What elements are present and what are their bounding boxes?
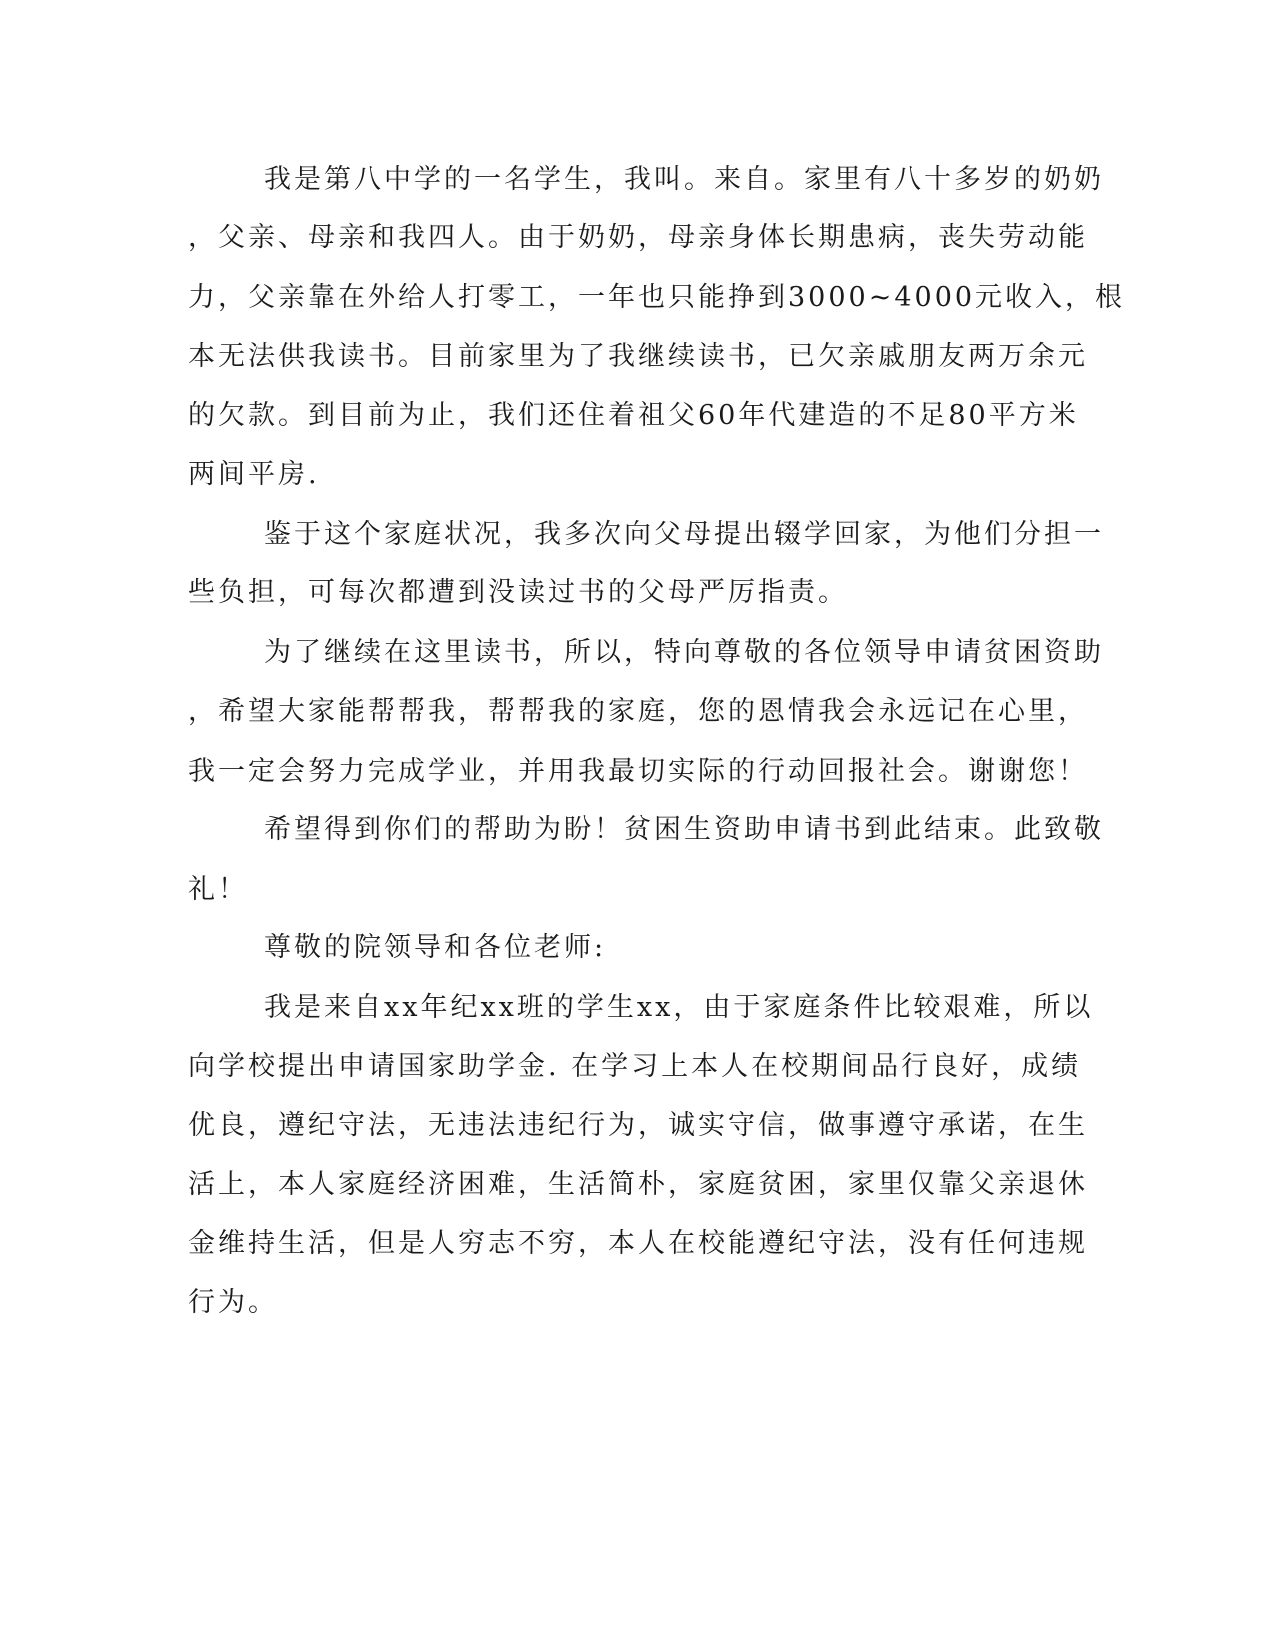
text-line: 我一定会努力完成学业，并用我最切实际的行动回报社会。谢谢您！ bbox=[188, 756, 1088, 787]
text-line: 些负担，可每次都遭到没读过书的父母严厉指责。 bbox=[188, 577, 848, 608]
text-line: 本无法供我读书。目前家里为了我继续读书，已欠亲戚朋友两万余元 bbox=[188, 341, 1088, 372]
text-line: 尊敬的院领导和各位老师: bbox=[264, 932, 607, 963]
text-line: 我是第八中学的一名学生，我叫。来自。家里有八十多岁的奶奶 bbox=[264, 164, 1104, 195]
text-line: 金维持生活，但是人穷志不穷，本人在校能遵纪守法，没有任何违规 bbox=[188, 1228, 1088, 1259]
text-line: 鉴于这个家庭状况，我多次向父母提出辍学回家，为他们分担一 bbox=[264, 519, 1104, 550]
text-line: 行为。 bbox=[188, 1287, 278, 1318]
text-line: 礼！ bbox=[188, 874, 248, 905]
text-line: 希望得到你们的帮助为盼！贫困生资助申请书到此结束。此致敬 bbox=[264, 814, 1104, 845]
text-line: 为了继续在这里读书，所以，特向尊敬的各位领导申请贫困资助 bbox=[264, 637, 1104, 668]
text-line: ，父亲、母亲和我四人。由于奶奶，母亲身体长期患病，丧失劳动能 bbox=[188, 222, 1088, 253]
text-line: 的欠款。到目前为止，我们还住着祖父60年代建造的不足80平方米 bbox=[188, 400, 1079, 431]
text-line: 我是来自xx年纪xx班的学生xx，由于家庭条件比较艰难，所以 bbox=[264, 992, 1094, 1023]
text-line: 力，父亲靠在外给人打零工，一年也只能挣到3000~4000元收入，根 bbox=[188, 282, 1126, 313]
text-line: 优良，遵纪守法，无违法违纪行为，诚实守信，做事遵守承诺，在生 bbox=[188, 1110, 1088, 1141]
text-line: ，希望大家能帮帮我，帮帮我的家庭，您的恩情我会永远记在心里， bbox=[188, 696, 1088, 727]
text-line: 两间平房. bbox=[188, 459, 320, 490]
text-line: 向学校提出申请国家助学金. 在学习上本人在校期间品行良好，成绩 bbox=[188, 1051, 1082, 1082]
text-line: 活上，本人家庭经济困难，生活简朴，家庭贫困，家里仅靠父亲退休 bbox=[188, 1169, 1088, 1200]
